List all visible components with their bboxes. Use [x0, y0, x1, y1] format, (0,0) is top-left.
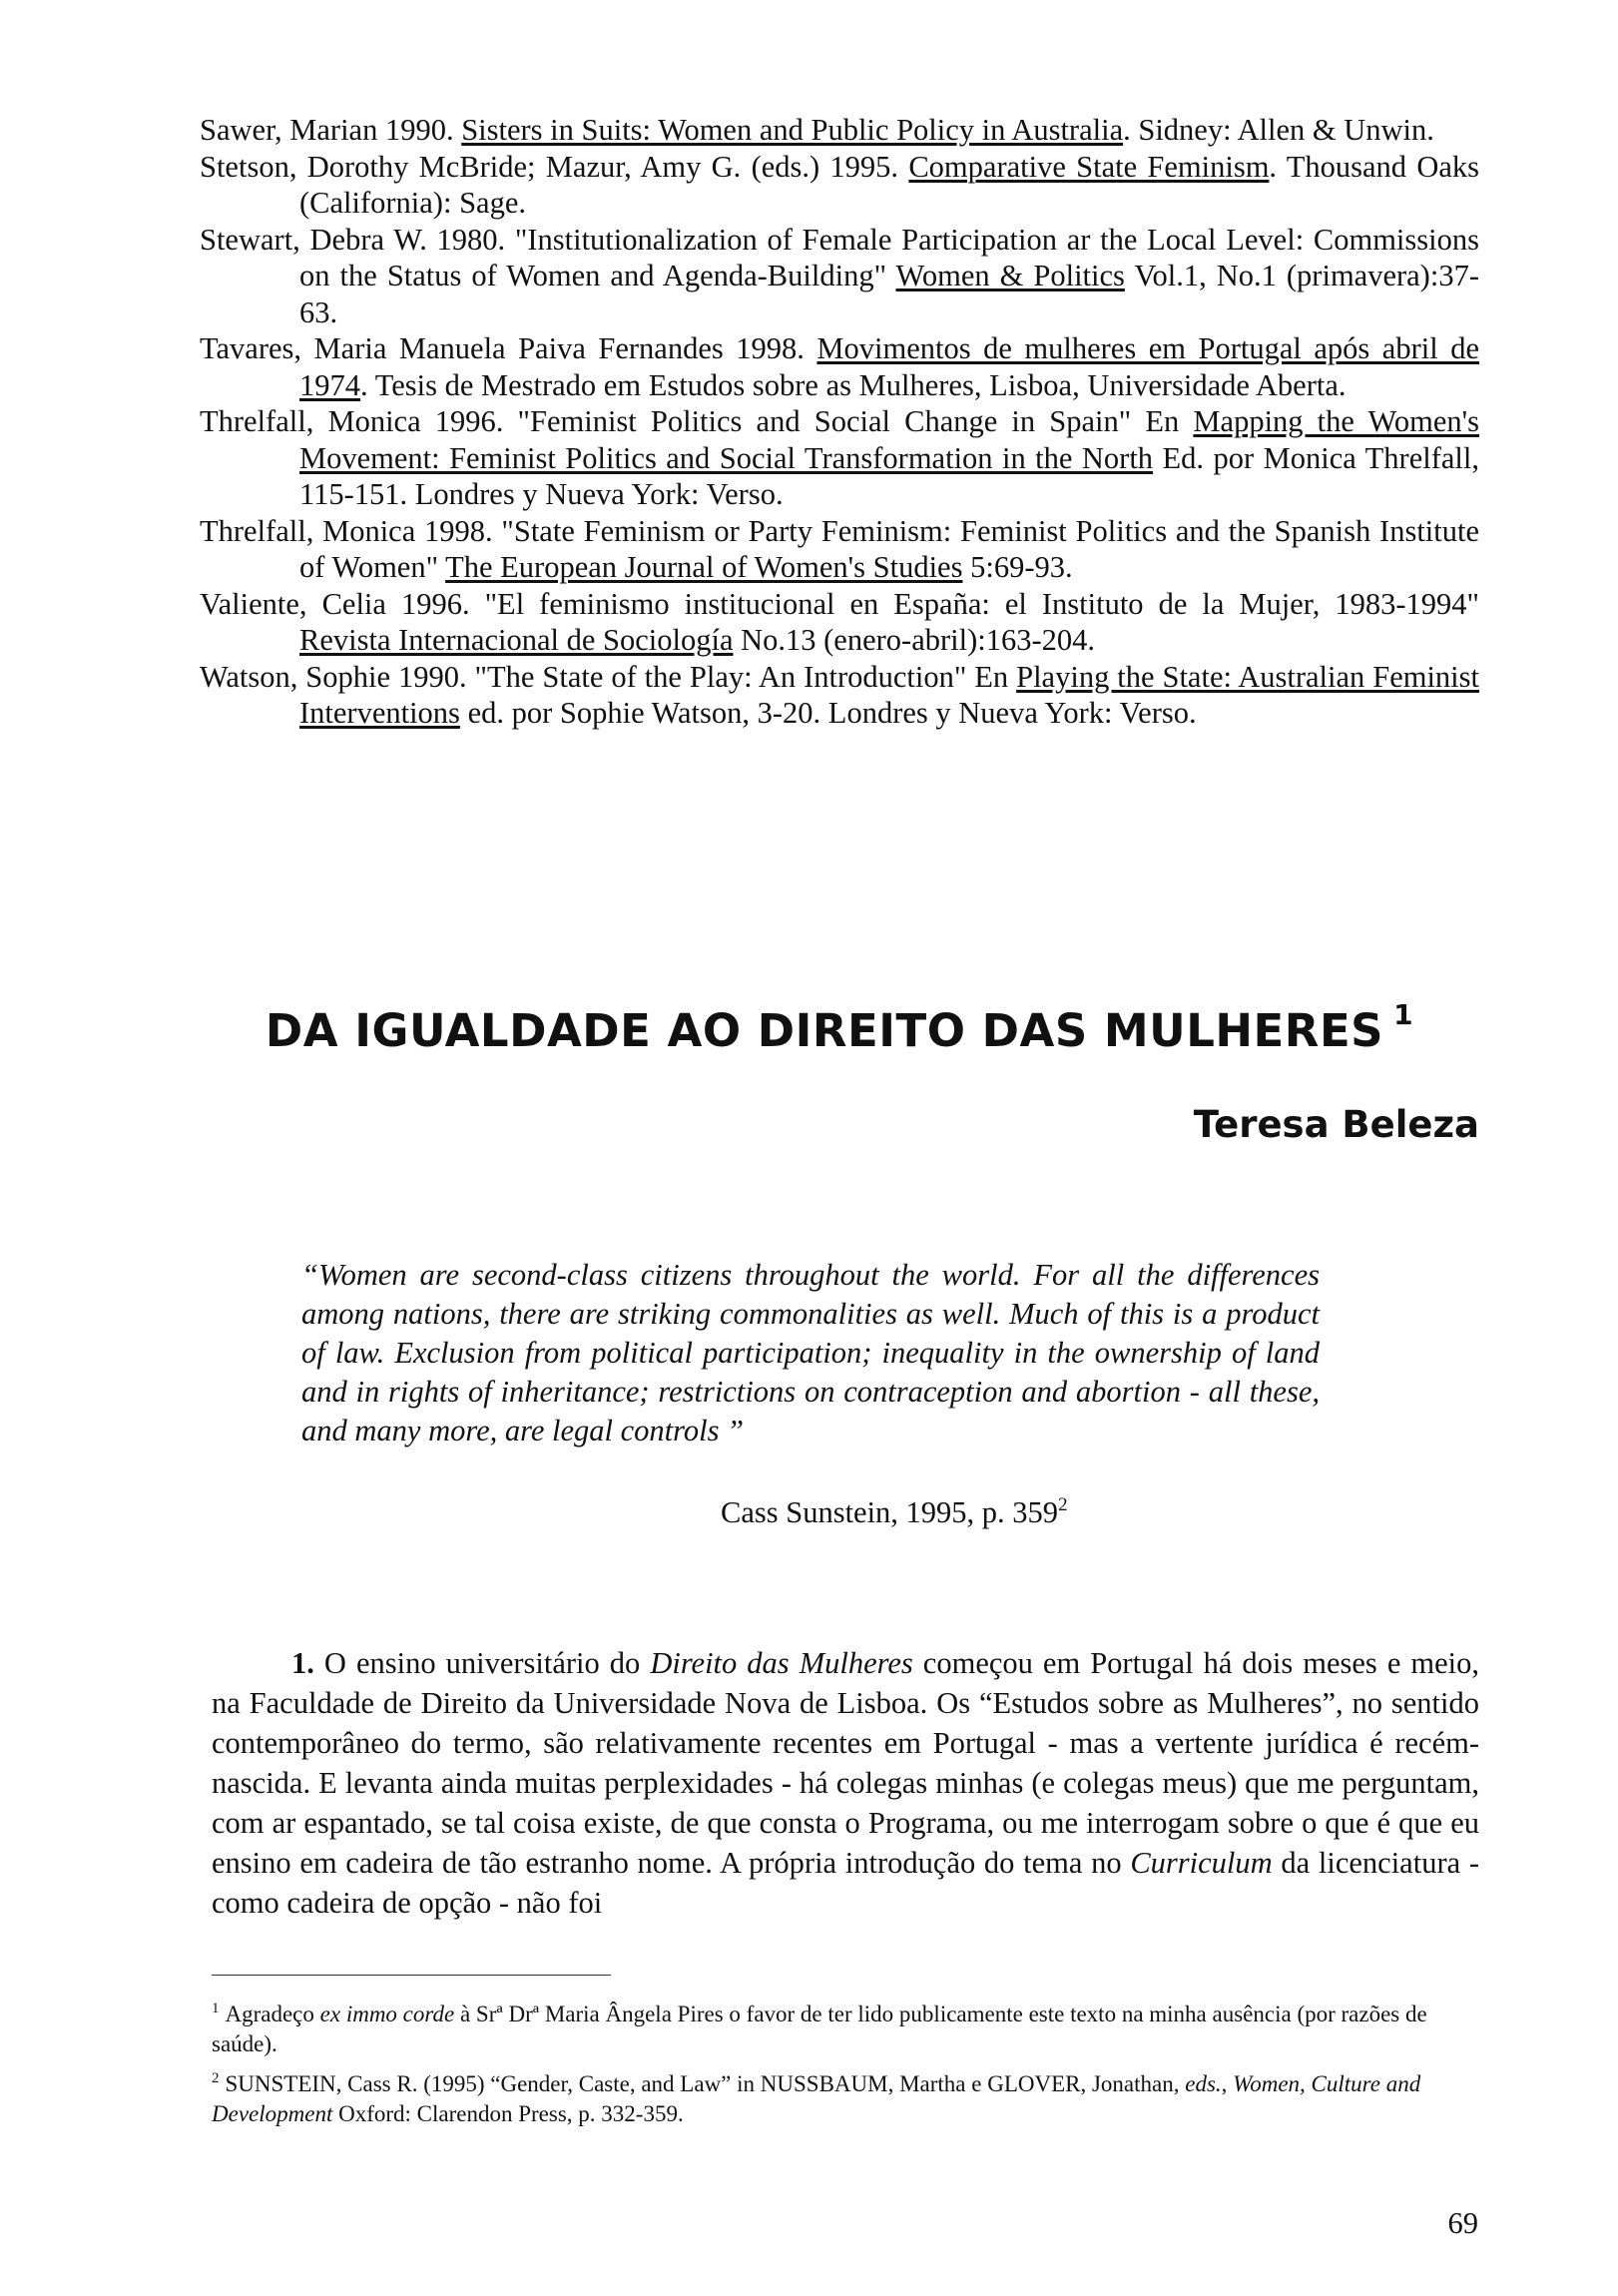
page-number: 69	[1447, 2206, 1478, 2240]
section-number: 1.	[291, 1646, 314, 1680]
reference-entry: Sawer, Marian 1990. Sisters in Suits: Women and Public Policy in Australia. Sidney: Allen & Unwin.	[200, 113, 1434, 147]
reference-list	[200, 112, 1479, 732]
reference-entry: Threlfall, Monica 1996. "Feminist Politics and Social Change in Spain" En Mapping the Women's Movement: Feminist Politics and Social Transformation in the North Ed. por Monica Threlfall, 115-151. Londres y Nueva York: Verso.	[200, 404, 1480, 511]
reference-entry: Tavares, Maria Manuela Paiva Fernandes 1998. Movimentos de mulheres em Portugal após abril de 1974. Tesis de Mestrado em Estudos sobre as Mulheres, Lisboa, Universidade Aberta.	[200, 331, 1479, 402]
article-author: Teresa Beleza	[1193, 1103, 1479, 1146]
reference-entry: Valiente, Celia 1996. "El feminismo institucional en España: el Instituto de la Mujer, 1983-1994" Revista Internacional de Sociología No.13 (enero-abril):163-204.	[200, 586, 1479, 657]
attribution-footnote-mark: 2	[1058, 1494, 1068, 1515]
epigraph-quote: “Women are second-class citizens throughout the world. For all the differences among nations, there are striking commonalities as well. Much of this is a product of law. Exclusion from political participation; inequality in the ownership of land and in rights of inheritance; restrictions on contraception and abortion - all these, and many more, are legal controls ”	[301, 1258, 1320, 1447]
body-paragraph: 1. O ensino universitário do Direito das Mulheres começou em Portugal há dois meses e meio, na Faculdade de Direito da Universidade Nova de Lisboa. Os “Estudos sobre as Mulheres”, no sentido contemporâneo do termo, são relativamente recentes em Portugal - mas a vertente jurídica é recém-nascida. E levanta ainda muitas perplexidades - há colegas minhas (e colegas meus) que me perguntam, com ar espantado, se tal coisa existe, de que consta o Programa, ou me interrogam sobre o que é que eu ensino em cadeira de tão estranho nome. A própria introdução do tema no Curriculum da licenciatura - como cadeira de opção - não foi	[212, 1646, 1479, 1920]
reference-entry: Stetson, Dorothy McBride; Mazur, Amy G. (eds.) 1995. Comparative State Feminism. Thousand Oaks (California): Sage.	[200, 149, 1480, 220]
title-footnote-mark: 1	[1393, 998, 1414, 1031]
reference-entry: Stewart, Debra W. 1980. "Institutionalization of Female Participation ar the Local Level: Commissions on the Status of Women and Agenda-Building" Women & Politics Vol.1, No.1 (primavera):37-63.	[200, 222, 1479, 329]
reference-entry: Watson, Sophie 1990. "The State of the Play: An Introduction" En Playing the State: Australian Feminist Interventions ed. por Sophie Watson, 3-20. Londres y Nueva York: Verso.	[200, 659, 1479, 730]
reference-entry: Threlfall, Monica 1998. "State Feminism or Party Feminism: Feminist Politics and the Spanish Institute of Women" The European Journal of Women's Studies 5:69-93.	[200, 513, 1479, 584]
epigraph-attribution: Cass Sunstein, 1995, p. $359^2$	[721, 1494, 1068, 1529]
article-title: DA IGUALDADE AO DIREITO DAS MULHERES $^1$	[265, 998, 1414, 1057]
footnote-2: $^2$ SUNSTEIN, Cass R. (1995) “Gender, Caste, and Law” in NUSSBAUM, Martha e GLOVER, Jonathan, eds., Women, Culture and Development Oxford: Clarendon Press, p. 332-359.	[212, 2070, 1421, 2126]
footnote-1: $^1$ Agradeço ex immo corde à Srª Drª Maria Ângela Pires o favor de ter lido publicamente este texto na minha ausência (por razões de saúde).	[212, 2001, 1427, 2056]
footnotes	[212, 1975, 1479, 2133]
footnote-divider	[212, 1975, 611, 1976]
